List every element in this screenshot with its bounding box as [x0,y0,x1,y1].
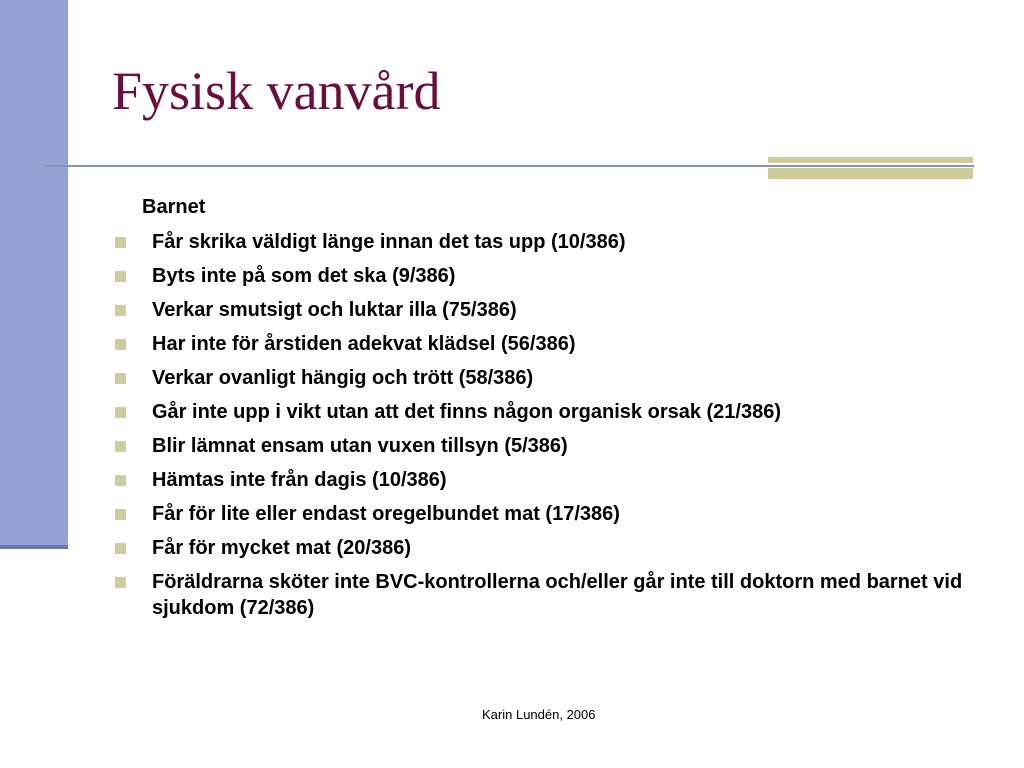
bullet-item [113,365,993,391]
bullet-text: Får för mycket mat (20/386) [152,537,412,559]
bullet-item [113,297,993,323]
bullet-item [113,263,993,289]
square-bullet-icon [115,543,126,554]
bullet-text: Byts inte på som det ska (9/386) [152,265,456,287]
bullet-item [113,331,993,357]
bullet-item [113,467,993,493]
square-bullet-icon [115,339,126,350]
square-bullet-icon [115,441,126,452]
bullet-list [113,229,993,629]
bullet-item [113,399,993,425]
bullet-text: Föräldrarna sköter inte BVC-kontrollerna och/eller går inte till doktorn med barnet vid sjukdom (72/386) [152,571,963,619]
side-accent-bar [0,0,68,545]
bullet-text: Går inte upp i vikt utan att det finns någon organisk orsak (21/386) [152,401,782,423]
bullet-text: Får för lite eller endast oregelbundet mat (17/386) [152,503,620,525]
bullet-text: Hämtas inte från dagis (10/386) [152,469,447,491]
bullet-item [113,569,993,621]
side-accent-bar-shadow [0,545,68,549]
square-bullet-icon [115,271,126,282]
divider-accent-stripe [768,157,973,163]
bullet-item [113,433,993,459]
slide-title: Fysisk vanvård [112,61,441,121]
square-bullet-icon [115,577,126,588]
square-bullet-icon [115,373,126,384]
footer-credit: Karin Lundén, 2006 [482,707,596,722]
bullet-item [113,229,993,255]
divider-accent-block [768,157,973,179]
square-bullet-icon [115,305,126,316]
bullet-text: Verkar ovanligt hängig och trött (58/386) [152,367,534,389]
square-bullet-icon [115,509,126,520]
bullet-text: Får skrika väldigt länge innan det tas upp (10/386) [152,231,626,253]
bullet-item [113,535,993,561]
bullet-item [113,501,993,527]
bullet-text: Har inte för årstiden adekvat klädsel (56/386) [152,333,576,355]
square-bullet-icon [115,237,126,248]
subheading: Barnet [142,196,206,218]
square-bullet-icon [115,475,126,486]
square-bullet-icon [115,407,126,418]
bullet-text: Verkar smutsigt och luktar illa (75/386) [152,299,517,321]
bullet-text: Blir lämnat ensam utan vuxen tillsyn (5/386) [152,435,568,457]
divider-accent-stripe [768,168,973,179]
